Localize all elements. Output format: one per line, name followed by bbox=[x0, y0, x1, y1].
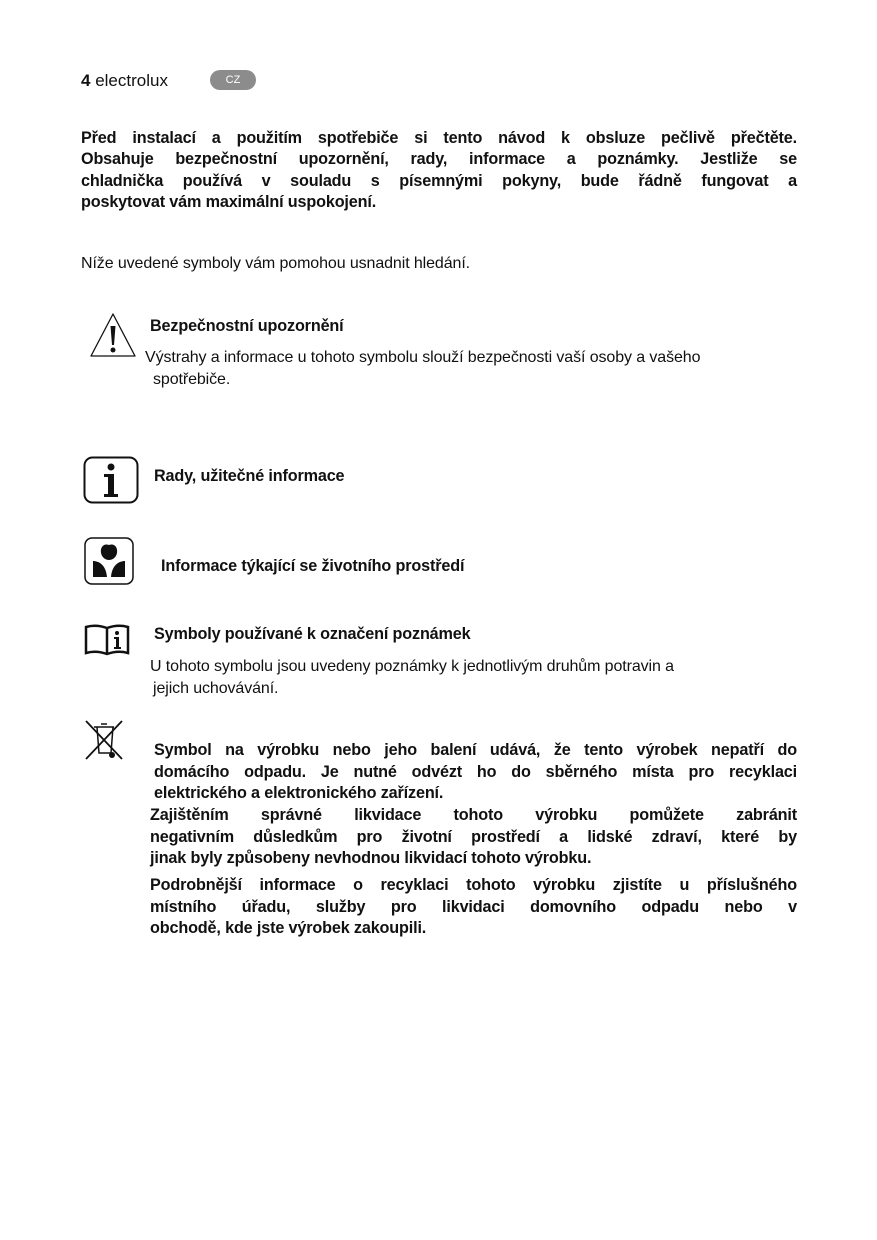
brand-name: electrolux bbox=[95, 71, 168, 90]
safety-text: spotřebiče. bbox=[153, 371, 231, 388]
weee-line: domácího odpadu. Je nutné odvézt ho do sběrného místa pro recyklaci bbox=[154, 762, 797, 781]
weee-paragraph-1 bbox=[154, 740, 797, 805]
weee-line: elektrického a elektronického zařízení. bbox=[154, 784, 444, 802]
intro-line: poskytovat vám maximální uspokojení. bbox=[81, 192, 377, 211]
notes-text: U tohoto symbolu jsou uvedeny poznámky k jednotlivým druhům potravin a bbox=[150, 658, 674, 675]
intro-line: chladnička používá v souladu s písemnými pokyny, bude řádně fungovat a bbox=[81, 171, 797, 190]
notes-title: Symboly používané k označení poznámek bbox=[154, 625, 471, 643]
language-badge: CZ bbox=[210, 70, 256, 90]
weee-line: Symbol na výrobku nebo jeho balení udává, že tento výrobek nepatří do bbox=[154, 741, 797, 759]
safety-text: Výstrahy a informace u tohoto symbolu slouží bezpečnosti vaší osoby a vašeho bbox=[145, 349, 701, 366]
symbols-intro: Níže uvedené symboly vám pomohou usnadnit hledání. bbox=[81, 255, 471, 272]
page-header bbox=[81, 71, 168, 91]
warning-triangle-icon bbox=[89, 312, 137, 360]
crossed-bin-icon bbox=[84, 719, 124, 761]
weee-paragraph-3 bbox=[150, 875, 797, 940]
safety-title: Bezpečnostní upozornění bbox=[150, 317, 344, 335]
page-number: 4 bbox=[81, 71, 91, 90]
weee-line: Zajištěním správné likvidace tohoto výrobku pomůžete zabránit bbox=[150, 806, 797, 824]
intro-paragraph bbox=[81, 128, 797, 213]
weee-line: jinak byly způsobeny nevhodnou likvidací tohoto výrobku. bbox=[150, 849, 592, 867]
notes-text: jejich uchovávání. bbox=[153, 680, 279, 697]
weee-line: Podrobnější informace o recyklaci tohoto výrobku zjistíte u příslušného bbox=[150, 876, 797, 894]
weee-line: obchodě, kde jste výrobek zakoupili. bbox=[150, 919, 427, 937]
weee-line: místního úřadu, služby pro likvidaci domovního odpadu nebo v bbox=[150, 897, 797, 916]
environment-title: Informace týkající se životního prostředí bbox=[161, 557, 465, 575]
weee-line: negativním důsledkům pro životní prostředí a lidské zdraví, které by bbox=[150, 827, 797, 846]
info-icon bbox=[83, 456, 139, 504]
intro-line: Před instalací a použitím spotřebiče si tento návod k obsluze pečlivě přečtěte. bbox=[81, 129, 797, 147]
flower-icon bbox=[84, 537, 134, 585]
tips-title: Rady, užitečné informace bbox=[154, 467, 345, 485]
weee-paragraph-2 bbox=[150, 805, 797, 870]
intro-line: Obsahuje bezpečnostní upozornění, rady, informace a poznámky. Jestliže se bbox=[81, 150, 797, 169]
book-info-icon bbox=[84, 624, 130, 656]
